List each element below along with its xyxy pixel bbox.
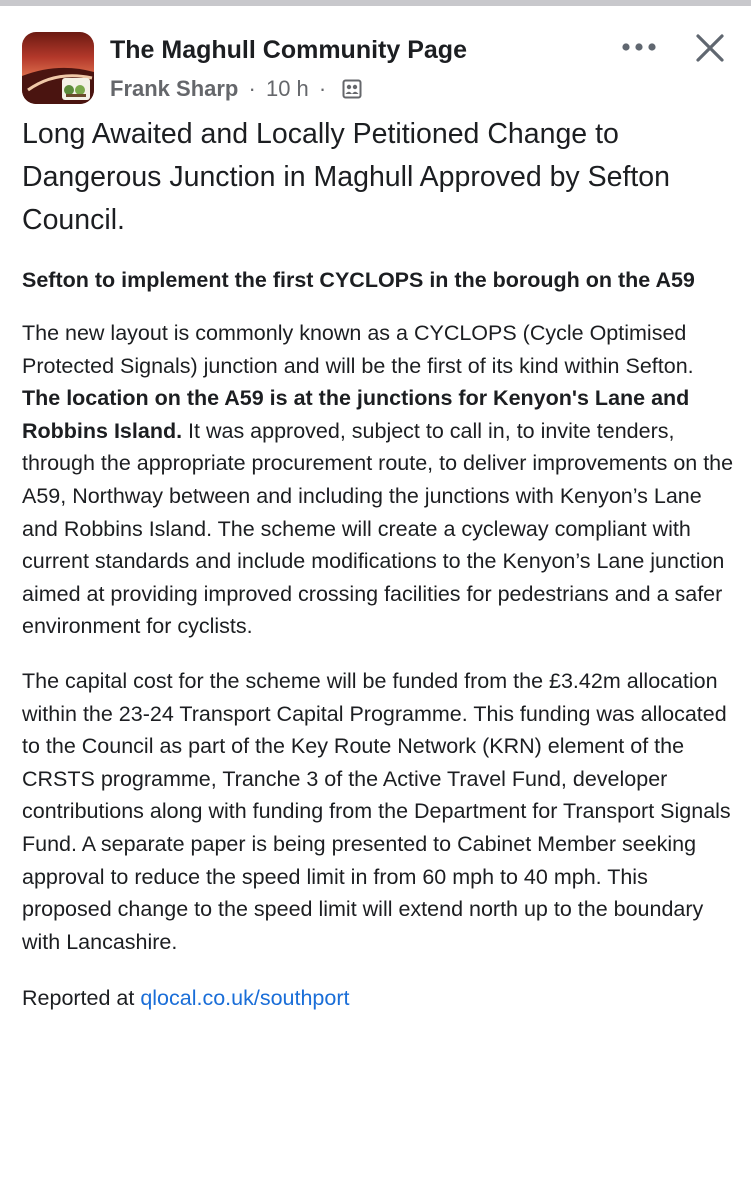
post-subtitle: Sefton to implement the first CYCLOPS in the borough on the A59: [22, 268, 695, 292]
group-avatar[interactable]: [22, 32, 94, 104]
source-link[interactable]: qlocal.co.uk/southport: [140, 986, 350, 1011]
reported-prefix: Reported at: [22, 986, 141, 1011]
paragraph-1-bold: The location on the A59 is at the junctions for Kenyon's Lane and Robbins Island.: [22, 386, 690, 443]
post-header: [22, 32, 732, 104]
author-name[interactable]: Frank Sharp: [110, 76, 239, 101]
more-options-icon[interactable]: [614, 32, 664, 62]
post-paragraph-1: [22, 317, 734, 643]
post-time[interactable]: 10 h: [265, 76, 309, 101]
paragraph-1-text-a: The new layout is commonly known as a CYCLOPS (Cycle Optimised Protected Signals) junction and will be the first of its kind within Sefton.: [22, 321, 694, 378]
meta-separator: ·: [248, 76, 256, 101]
avatar-image: [22, 32, 94, 104]
post-paragraph-2: The capital cost for the scheme will be funded from the £3.42m allocation within the 23-24 Transport Capital Programme. This funding was allocated to the Council as part of the Key Route Network (KRN) element of the CRSTS programme, Tranche 3 of the Active Travel Fund, developer contributions along with funding from the Department for Transport Signals Fund. A separate paper is being presented to Cabinet Member seeking approval to reduce the speed limit in from 60 mph to 40 mph. This proposed change to the speed limit will extend north up to the boundary with Lancashire.: [22, 668, 731, 954]
post-meta: [110, 76, 362, 105]
paragraph-1-text-b: It was approved, subject to call in, to invite tenders, through the appropriate procurement route, to deliver improvements on the A59, Northway between and including the junctions with Kenyon’s Lane and Robbins Island. The scheme will create a cycleway compliant with current standards and include modifications to the Kenyon’s Lane junction aimed at providing improved crossing facilities for pedestrians and a safer environment for cyclists.: [22, 418, 734, 639]
group-members-icon: [342, 79, 362, 105]
close-icon[interactable]: [690, 28, 730, 68]
group-name[interactable]: The Maghull Community Page: [110, 36, 467, 64]
top-divider: [0, 0, 751, 6]
reported-line: [22, 982, 734, 1014]
post-body: [22, 113, 734, 1014]
post-title: Long Awaited and Locally Petitioned Change to Dangerous Junction in Maghull Approved by Sefton Council.: [22, 118, 670, 236]
meta-separator-2: ·: [318, 76, 327, 101]
